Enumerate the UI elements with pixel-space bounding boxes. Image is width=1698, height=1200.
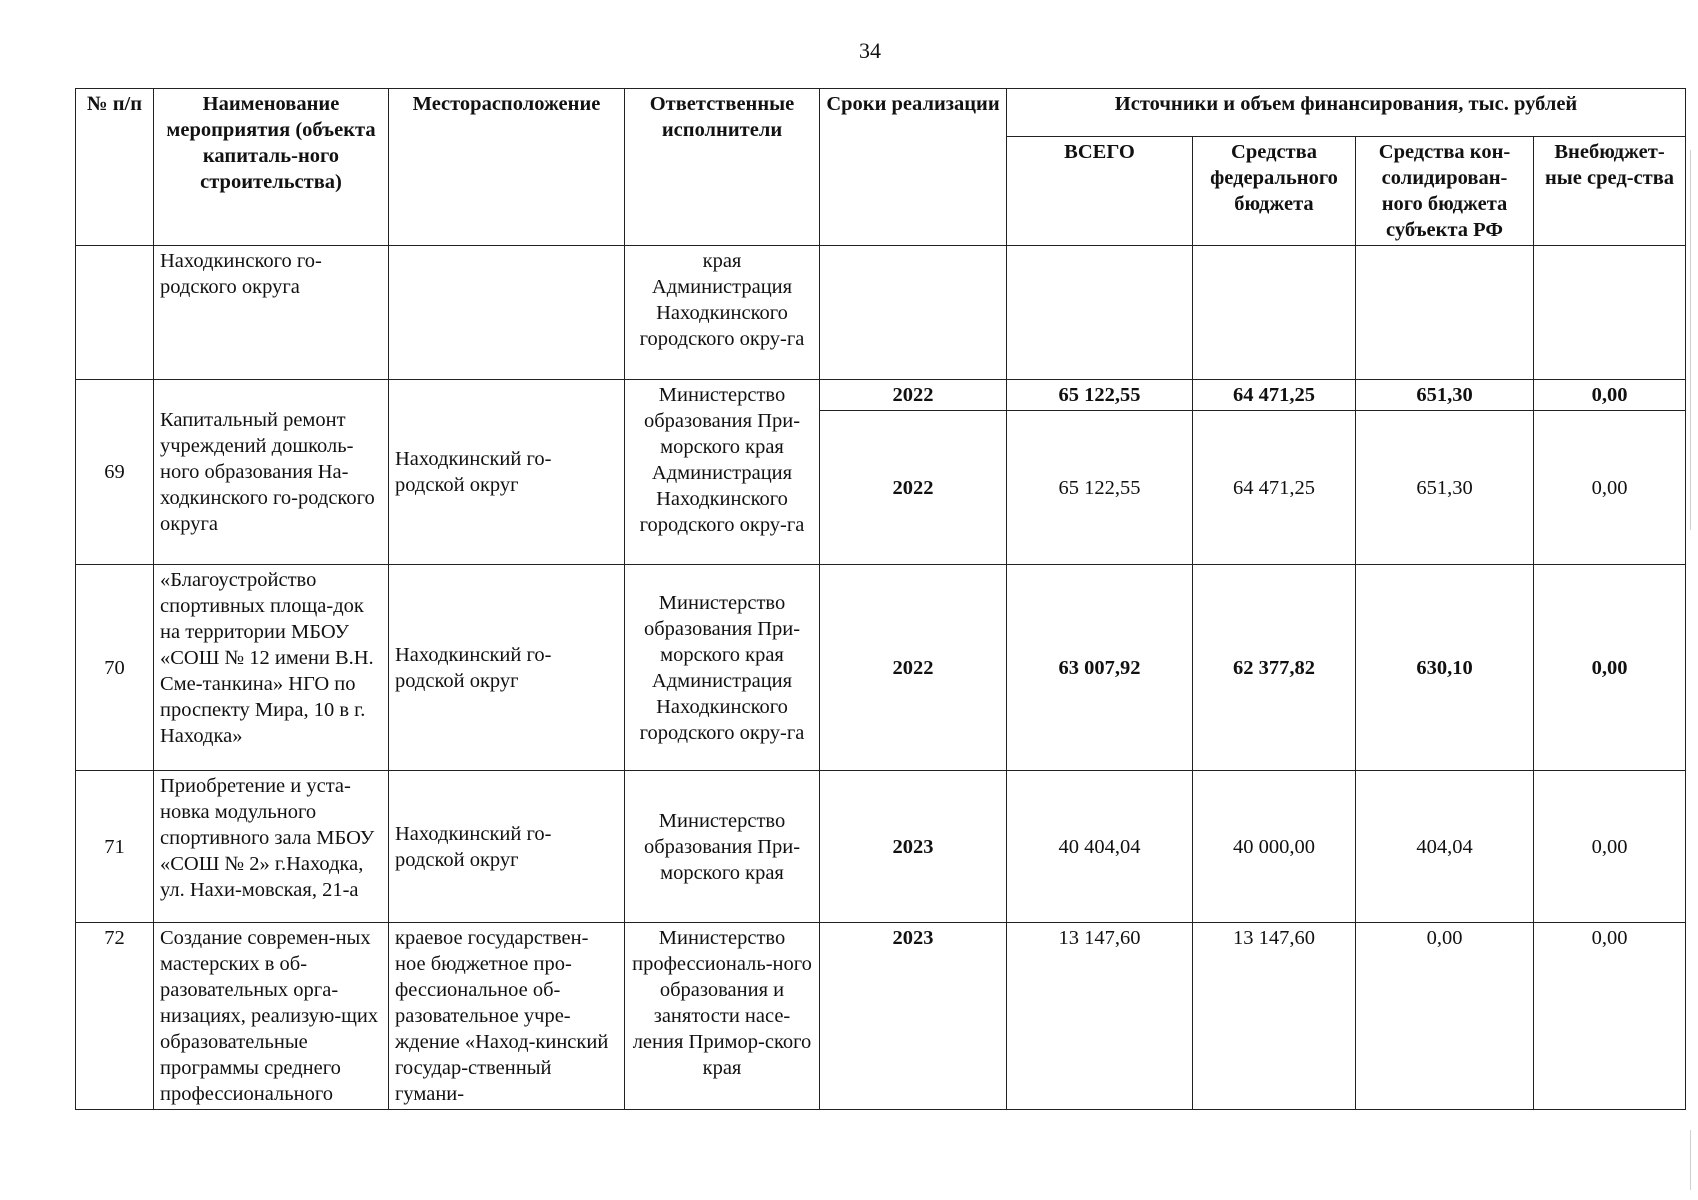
scan-artifact-line bbox=[1690, 150, 1691, 530]
row-69-summary-year: 2022 bbox=[820, 380, 1007, 411]
cont-total-cell bbox=[1007, 246, 1193, 380]
row-72-location: краевое государствен-ное бюджетное про-фессиональное об-разовательное учре-ждение «Наход-кинский государ-ственный гумани- bbox=[389, 923, 625, 1110]
row-69-num: 69 bbox=[76, 380, 154, 565]
row-71-year: 2023 bbox=[820, 771, 1007, 923]
page-number: 34 bbox=[859, 38, 881, 63]
row-70-location: Находкинский го-родской округ bbox=[389, 565, 625, 771]
cont-name-cell: Находкинского го-родского округа bbox=[154, 246, 389, 380]
row-69-detail-total: 65 122,55 bbox=[1007, 411, 1193, 565]
row-72-name: Создание современ-ных мастерских в об-разовательных орга-низациях, реализую-щих образовательные программы среднего профессионального bbox=[154, 923, 389, 1110]
row-72-executors: Министерство профессиональ-ного образования и занятости насе-ления Примор-ского края bbox=[625, 923, 820, 1110]
row-71-extra: 0,00 bbox=[1534, 771, 1686, 923]
row-69-summary-extra: 0,00 bbox=[1534, 380, 1686, 411]
row-71-total: 40 404,04 bbox=[1007, 771, 1193, 923]
cont-location-cell bbox=[389, 246, 625, 380]
header-name: Наименование мероприятия (объекта капиталь-ного строительства) bbox=[154, 89, 389, 246]
row-69-location: Находкинский го-родской округ bbox=[389, 380, 625, 565]
row-70-name: «Благоустройство спортивных площа-док на территории МБОУ «СОШ № 12 имени В.Н. Сме-танкина» НГО по проспекту Мира, 10 в г. Находка» bbox=[154, 565, 389, 771]
table-row-72 bbox=[76, 923, 1686, 1110]
row-70-total: 63 007,92 bbox=[1007, 565, 1193, 771]
row-72-extra: 0,00 bbox=[1534, 923, 1686, 1110]
cont-extra-cell bbox=[1534, 246, 1686, 380]
cont-federal-cell bbox=[1193, 246, 1356, 380]
row-72-year: 2023 bbox=[820, 923, 1007, 1110]
row-71-regional: 404,04 bbox=[1356, 771, 1534, 923]
header-financing: Источники и объем финансирования, тыс. рублей bbox=[1007, 89, 1686, 137]
row-72-total: 13 147,60 bbox=[1007, 923, 1193, 1110]
row-70-regional: 630,10 bbox=[1356, 565, 1534, 771]
row-72-regional: 0,00 bbox=[1356, 923, 1534, 1110]
header-location: Месторасположение bbox=[389, 89, 625, 246]
row-71-location: Находкинский го-родской округ bbox=[389, 771, 625, 923]
header-terms: Сроки реализации bbox=[820, 89, 1007, 246]
row-71-executors: Министерство образования При-морского края bbox=[625, 771, 820, 923]
header-regional: Средства кон-солидирован-ного бюджета субъекта РФ bbox=[1356, 137, 1534, 246]
header-row-1 bbox=[76, 89, 1686, 137]
row-69-summary-regional: 651,30 bbox=[1356, 380, 1534, 411]
table-row-71 bbox=[76, 771, 1686, 923]
table-row-70 bbox=[76, 565, 1686, 771]
row-70-extra: 0,00 bbox=[1534, 565, 1686, 771]
scan-artifact-line-lower bbox=[1690, 1130, 1691, 1190]
header-total: ВСЕГО bbox=[1007, 137, 1193, 246]
continuation-row bbox=[76, 246, 1686, 380]
header-executors: Ответственные исполнители bbox=[625, 89, 820, 246]
row-69-detail-regional: 651,30 bbox=[1356, 411, 1534, 565]
row-71-federal: 40 000,00 bbox=[1193, 771, 1356, 923]
cont-num-cell bbox=[76, 246, 154, 380]
header-federal: Средства федерального бюджета bbox=[1193, 137, 1356, 246]
row-71-name: Приобретение и уста-новка модульного спортивного зала МБОУ «СОШ № 2» г.Находка, ул. Нахи-мовская, 21-а bbox=[154, 771, 389, 923]
row-69-name: Капитальный ремонт учреждений дошколь-ного образования На-ходкинского го-родского округа bbox=[154, 380, 389, 565]
header-extrabudget: Внебюджет-ные сред-ства bbox=[1534, 137, 1686, 246]
row-69-summary-total: 65 122,55 bbox=[1007, 380, 1193, 411]
row-70-num: 70 bbox=[76, 565, 154, 771]
financing-table bbox=[75, 88, 1686, 1110]
row-72-federal: 13 147,60 bbox=[1193, 923, 1356, 1110]
row-71-num: 71 bbox=[76, 771, 154, 923]
row-72-num: 72 bbox=[76, 923, 154, 1110]
row-69-summary-federal: 64 471,25 bbox=[1193, 380, 1356, 411]
row-69-detail-federal: 64 471,25 bbox=[1193, 411, 1356, 565]
cont-year-cell bbox=[820, 246, 1007, 380]
table-row-69-summary bbox=[76, 380, 1686, 411]
row-70-executors: Министерство образования При-морского края Администрация Находкинского городского окру-га bbox=[625, 565, 820, 771]
cont-regional-cell bbox=[1356, 246, 1534, 380]
row-70-federal: 62 377,82 bbox=[1193, 565, 1356, 771]
cont-executors-cell: края Администрация Находкинского городского окру-га bbox=[625, 246, 820, 380]
row-69-detail-extra: 0,00 bbox=[1534, 411, 1686, 565]
row-69-detail-year: 2022 bbox=[820, 411, 1007, 565]
header-num: № п/п bbox=[76, 89, 154, 246]
row-69-executors: Министерство образования При-морского края Администрация Находкинского городского окру-га bbox=[625, 380, 820, 565]
row-70-year: 2022 bbox=[820, 565, 1007, 771]
